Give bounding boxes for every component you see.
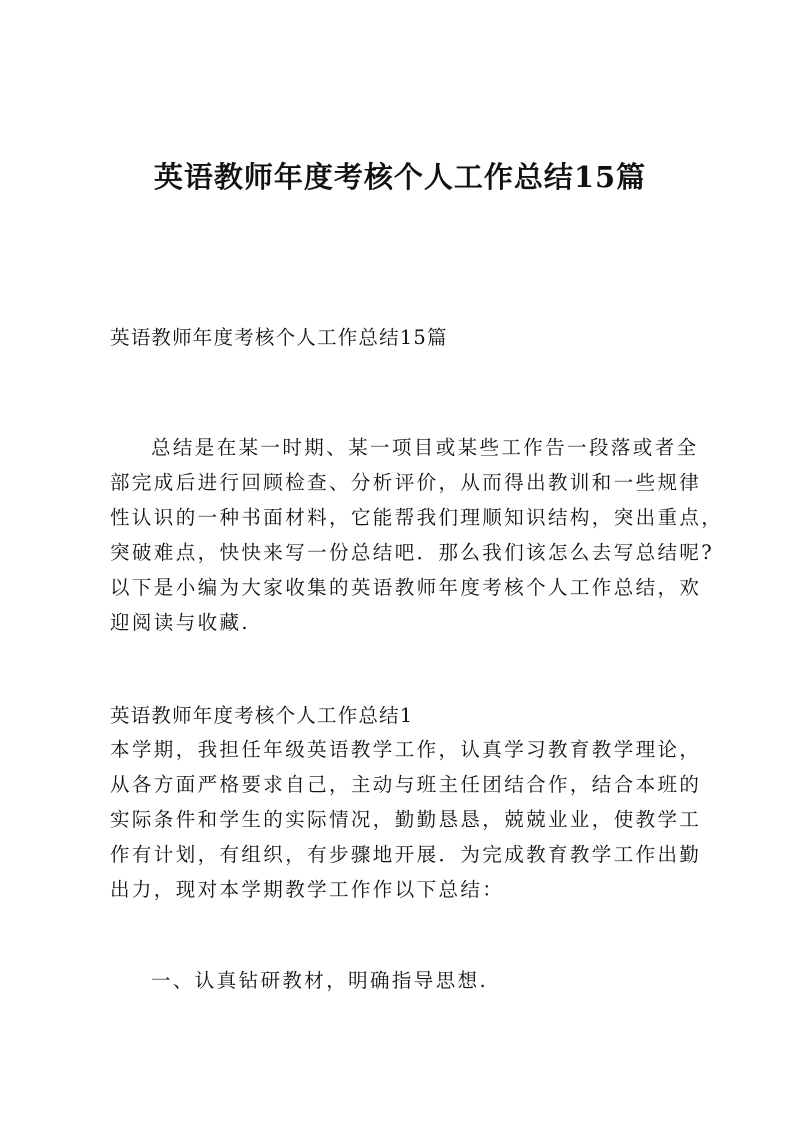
section-body-line: 从各方面严格要求自己，主动与班主任团结合作，结合本班的 (110, 773, 702, 796)
document-title: 英语教师年度考核个人工作总结15篇 (153, 160, 647, 194)
section-body-line: 作有计划，有组织，有步骤地开展．为完成教育教学工作出勤 (110, 843, 702, 866)
intro-line: 以下是小编为大家收集的英语教师年度考核个人工作总结，欢 (110, 576, 702, 599)
intro-line: 性认识的一种书面材料，它能帮我们理顺知识结构，突出重点， (110, 506, 724, 529)
section-body-line: 出力，现对本学期教学工作作以下总结： (110, 878, 505, 901)
intro-line: 部完成后进行回顾检查、分析评价，从而得出教训和一些规律 (110, 471, 702, 494)
intro-line: 总结是在某一时期、某一项目或某些工作告一段落或者全 (151, 436, 699, 459)
document-subtitle: 英语教师年度考核个人工作总结15篇 (110, 326, 448, 349)
section-body (110, 732, 702, 907)
section-body-line: 本学期，我担任年级英语教学工作，认真学习教育教学理论， (110, 738, 702, 761)
section-point-heading: 一、认真钻研教材，明确指导思想. (151, 969, 489, 992)
section-heading: 英语教师年度考核个人工作总结1 (110, 704, 414, 727)
intro-line: 迎阅读与收藏. (110, 611, 250, 634)
section-body-line: 实际条件和学生的实际情况，勤勤恳恳，兢兢业业，使教学工 (110, 808, 702, 831)
intro-line: 突破难点，快快来写一份总结吧．那么我们该怎么去写总结呢? (110, 541, 715, 564)
intro-paragraph (110, 430, 724, 640)
